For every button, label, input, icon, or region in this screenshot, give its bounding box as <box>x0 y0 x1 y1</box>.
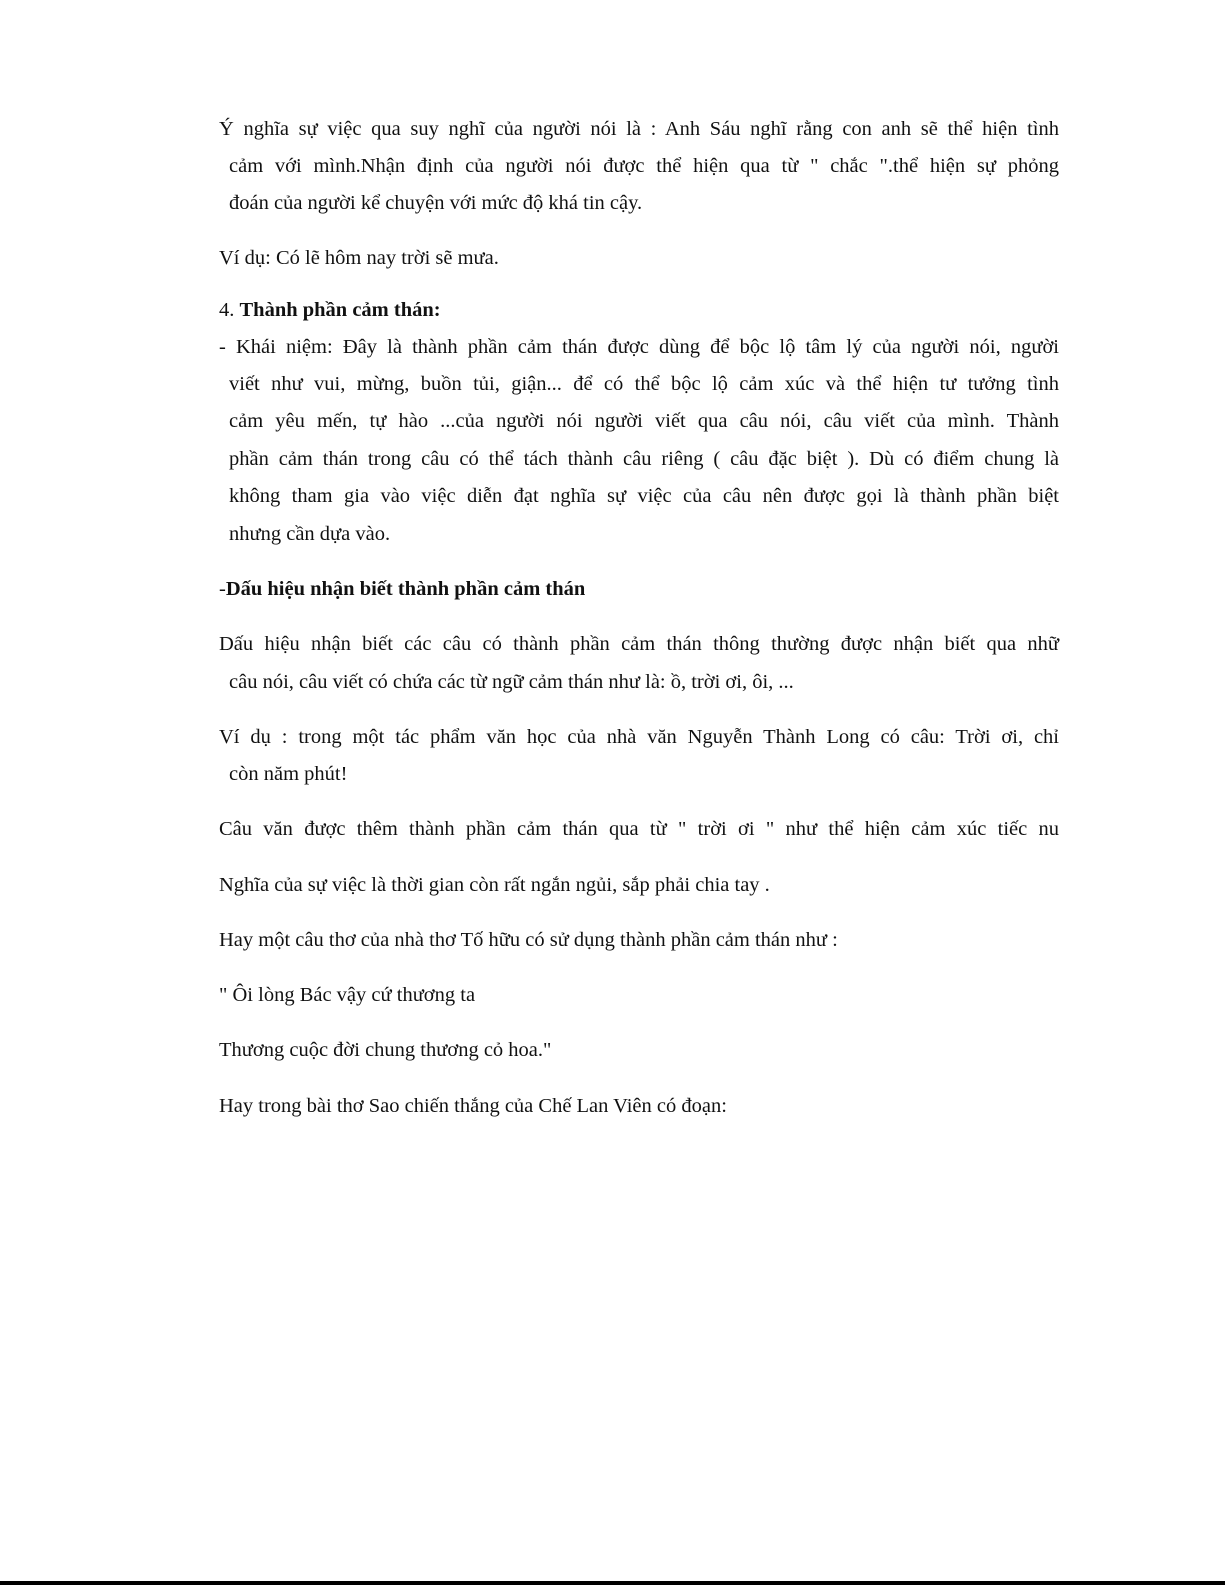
sub-heading-prefix: - <box>219 578 226 600</box>
paragraph-line: câu nói, câu viết có chứa các từ ngữ cảm thán như là: ồ, trời ơi, ôi, ... <box>229 671 794 693</box>
paragraph-line: Nghĩa của sự việc là thời gian còn rất ngắn ngủi, sắp phải chia tay . <box>219 874 770 896</box>
section-number: 4. <box>219 299 235 321</box>
paragraph-line: Hay một câu thơ của nhà thơ Tố hữu có sử dụng thành phần cảm thán như : <box>219 929 838 951</box>
sub-heading-text: Dấu hiệu nhận biết thành phần cảm thán <box>225 578 586 600</box>
paragraph-line: - Khái niệm: Đây là thành phần cảm thán được dùng để bộc lộ tâm lý của người nói, người <box>219 336 1059 358</box>
example-line: Ví dụ: Có lẽ hôm nay trời sẽ mưa. <box>219 247 499 269</box>
paragraph-line: cảm yêu mến, tự hào ...của người nói người viết qua câu nói, câu viết của mình. Thành <box>229 410 1059 432</box>
paragraph-line: Ví dụ : trong một tác phẩm văn học của nhà văn Nguyễn Thành Long có câu: Trời ơi, chỉ <box>219 726 1059 748</box>
paragraph-line: phần cảm thán trong câu có thể tách thành câu riêng ( câu đặc biệt ). Dù có điểm chung là <box>229 448 1059 470</box>
sub-heading <box>219 577 1059 601</box>
section-title: Thành phần cảm thán: <box>239 299 441 321</box>
poem-line: " Ôi lòng Bác vậy cứ thương ta <box>219 984 476 1006</box>
paragraph-line: không tham gia vào việc diễn đạt nghĩa sự việc của câu nên được gọi là thành phần biệt <box>229 485 1059 507</box>
paragraph-line: còn năm phút! <box>229 763 348 785</box>
paragraph-line: Hay trong bài thơ Sao chiến thắng của Chế Lan Viên có đoạn: <box>219 1095 727 1117</box>
paragraph-line: đoán của người kể chuyện với mức độ khá tin cậy. <box>229 192 643 214</box>
paragraph-line: Ý nghĩa sự việc qua suy nghĩ của người nói là : Anh Sáu nghĩ rằng con anh sẽ thể hiện tình <box>219 118 1059 140</box>
page-bottom-border <box>0 1581 1225 1585</box>
paragraph-line: Dấu hiệu nhận biết các câu có thành phần cảm thán thông thường được nhận biết qua nhữ <box>219 633 1059 655</box>
paragraph-line: nhưng cần dựa vào. <box>229 523 391 545</box>
paragraph-line: Câu văn được thêm thành phần cảm thán qua từ " trời ơi " như thể hiện cảm xúc tiếc nu <box>219 818 1059 840</box>
paragraph-line: cảm với mình.Nhận định của người nói được thể hiện qua từ " chắc ".thể hiện sự phỏng <box>229 155 1059 177</box>
section-heading <box>219 298 1059 322</box>
paragraph-line: viết như vui, mừng, buồn tủi, giận... để có thể bộc lộ cảm xúc và thể hiện tư tưởng tình <box>229 373 1059 395</box>
poem-line: Thương cuộc đời chung thương cỏ hoa." <box>219 1039 552 1061</box>
